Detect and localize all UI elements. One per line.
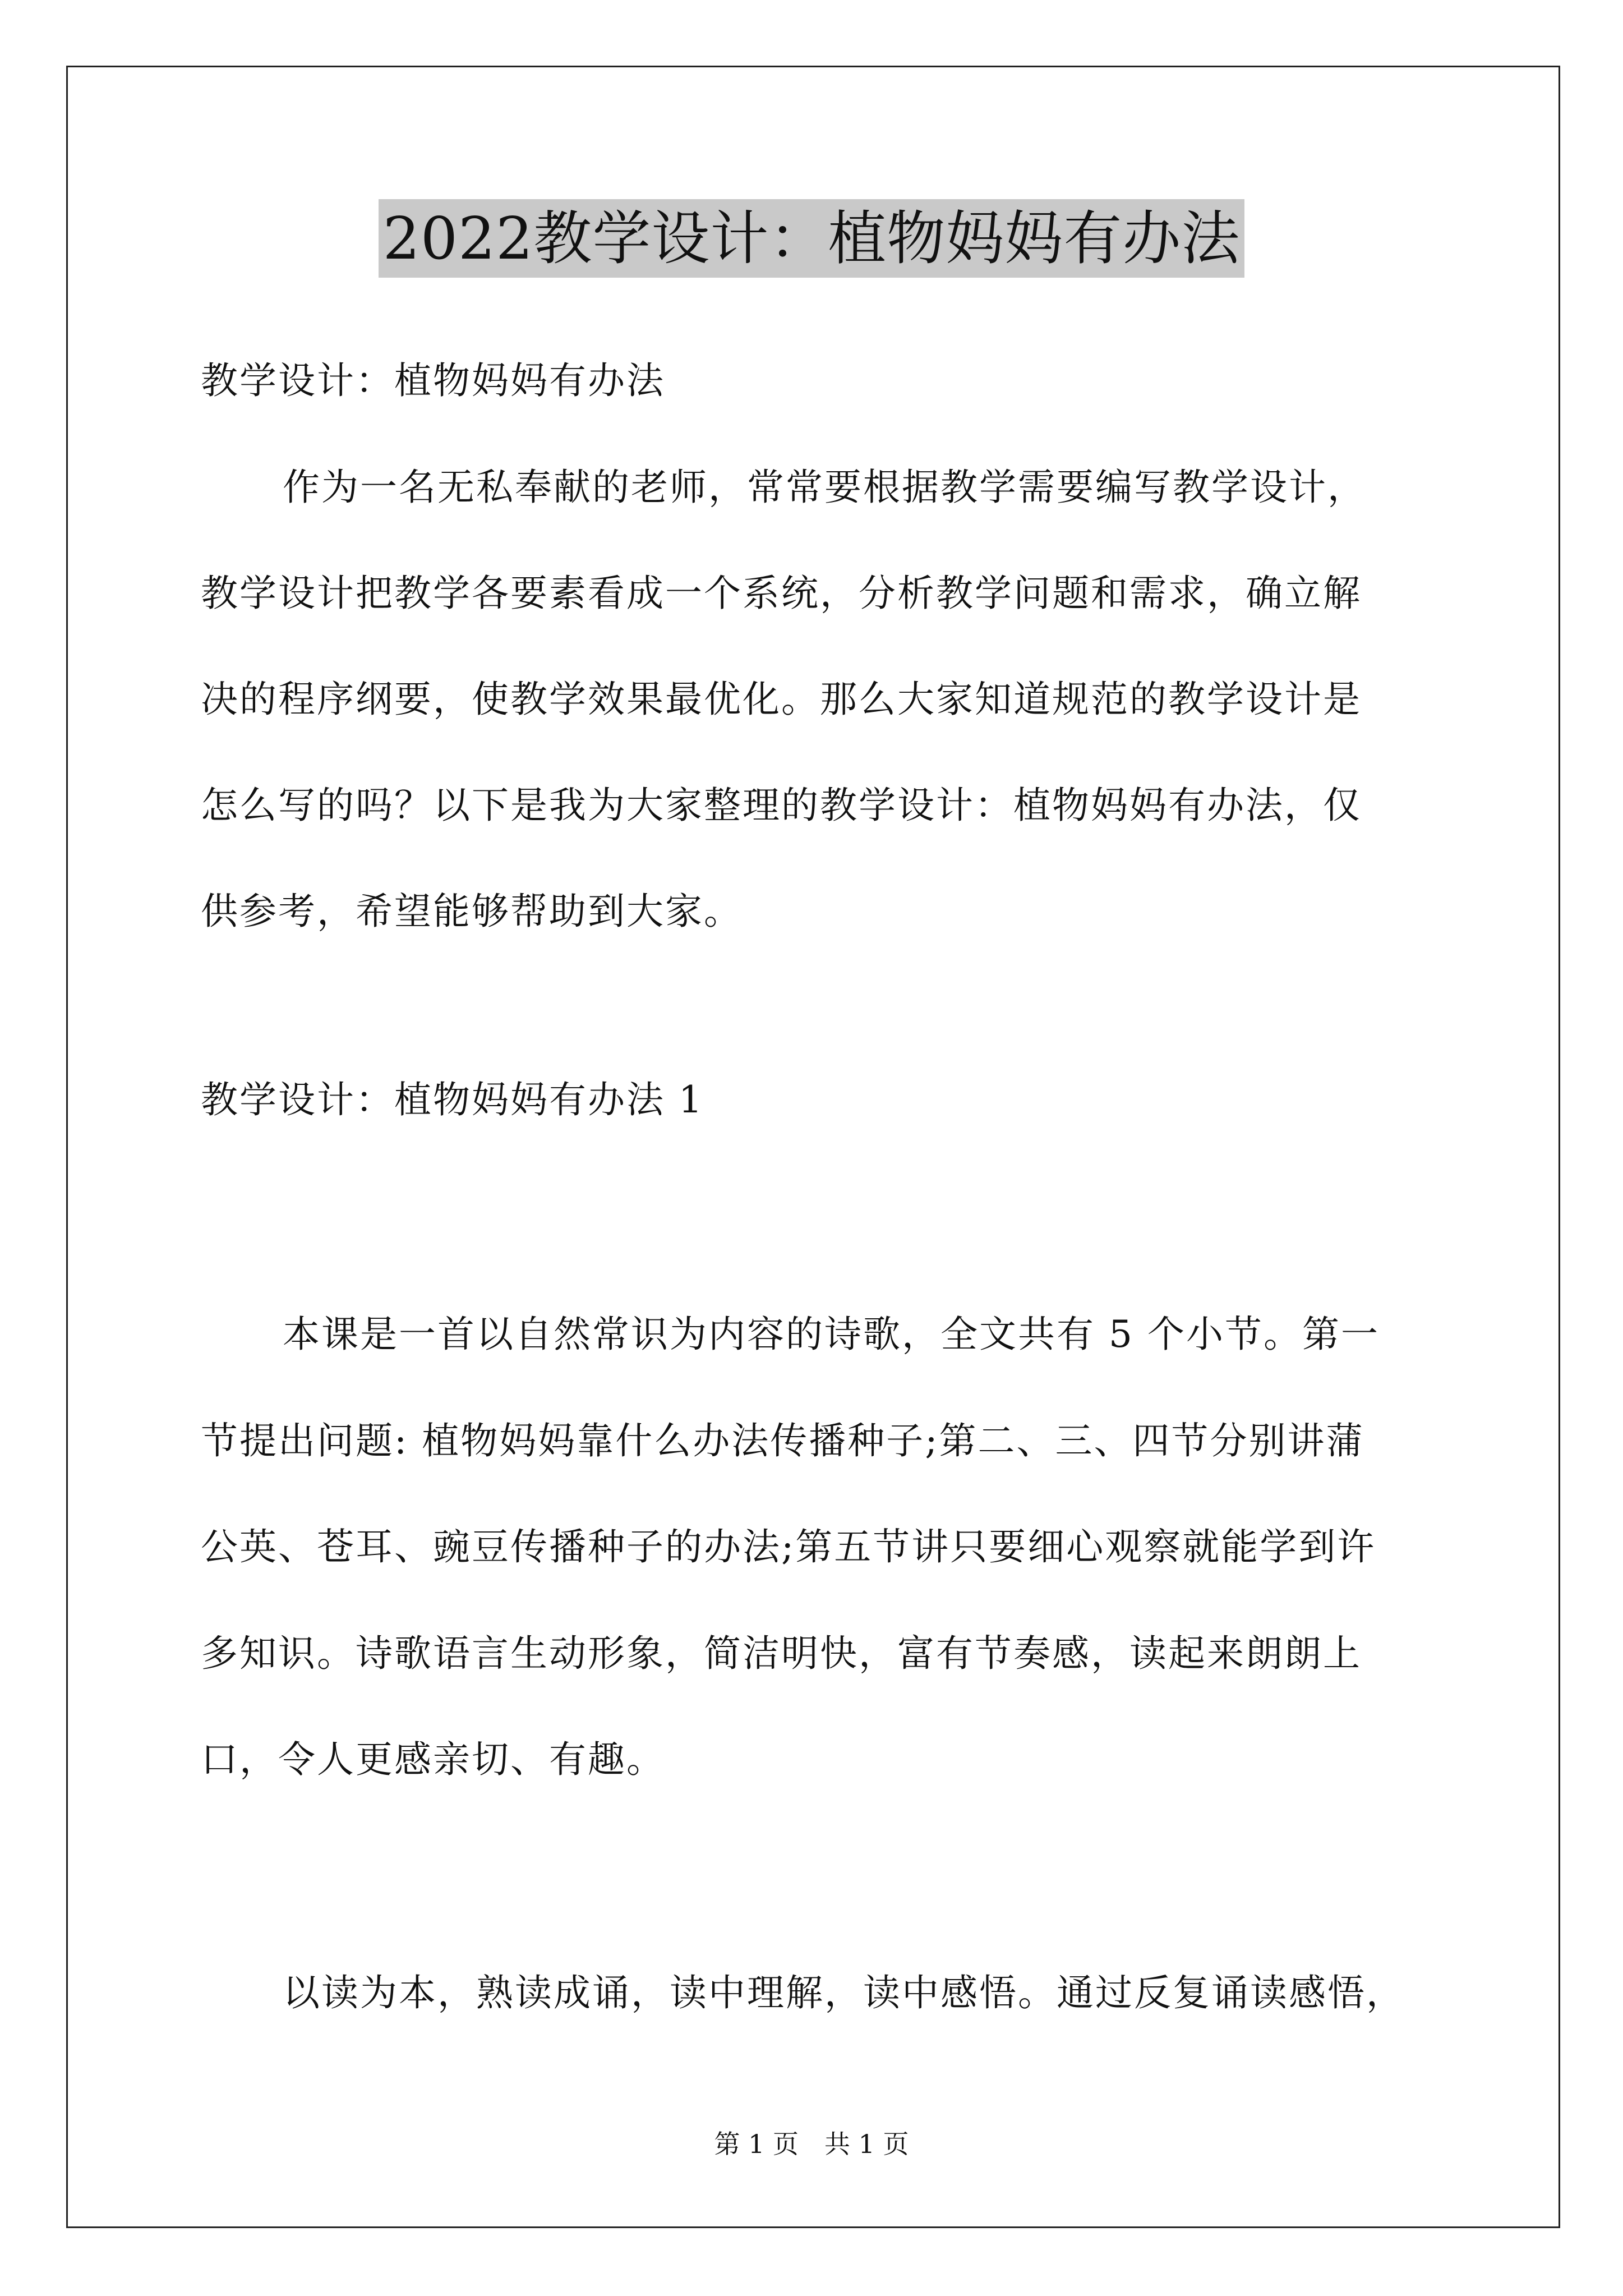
intro-line-4: 怎么写的吗？以下是我为大家整理的教学设计：植物妈妈有办法，仅 xyxy=(201,784,1362,827)
intro-line-2: 教学设计把教学各要素看成一个系统，分析教学问题和需求，确立解 xyxy=(201,572,1362,615)
intro-line-3: 决的程序纲要，使教学效果最优化。那么大家知道规范的教学设计是 xyxy=(201,678,1362,721)
section-line-3: 公英、苍耳、豌豆传播种子的办法;第五节讲只要细心观察就能学到许 xyxy=(201,1525,1376,1568)
document-subtitle: 教学设计：植物妈妈有办法 xyxy=(201,359,665,402)
page-footer: 第 1 页 共 1 页 xyxy=(714,2129,909,2159)
paragraph-line-continued: 以读为本，熟读成诵，读中理解，读中感悟。通过反复诵读感悟， xyxy=(283,1971,1405,2014)
section-line-1: 本课是一首以自然常识为内容的诗歌，全文共有 5 个小节。第一 xyxy=(283,1313,1380,1356)
intro-line-1: 作为一名无私奉献的老师，常常要根据教学需要编写教学设计， xyxy=(283,466,1366,509)
section-heading: 教学设计：植物妈妈有办法 1 xyxy=(201,1078,704,1121)
section-line-2: 节提出问题: 植物妈妈靠什么办法传播种子;第二、三、四节分别讲蒲 xyxy=(201,1419,1365,1462)
document-title: 2022教学设计：植物妈妈有办法 xyxy=(379,199,1245,278)
title-container xyxy=(0,199,1623,278)
intro-line-5: 供参考，希望能够帮助到大家。 xyxy=(201,890,743,933)
section-line-4: 多知识。诗歌语言生动形象，简洁明快，富有节奏感，读起来朗朗上 xyxy=(201,1632,1362,1675)
section-line-5: 口，令人更感亲切、有趣。 xyxy=(201,1738,665,1781)
